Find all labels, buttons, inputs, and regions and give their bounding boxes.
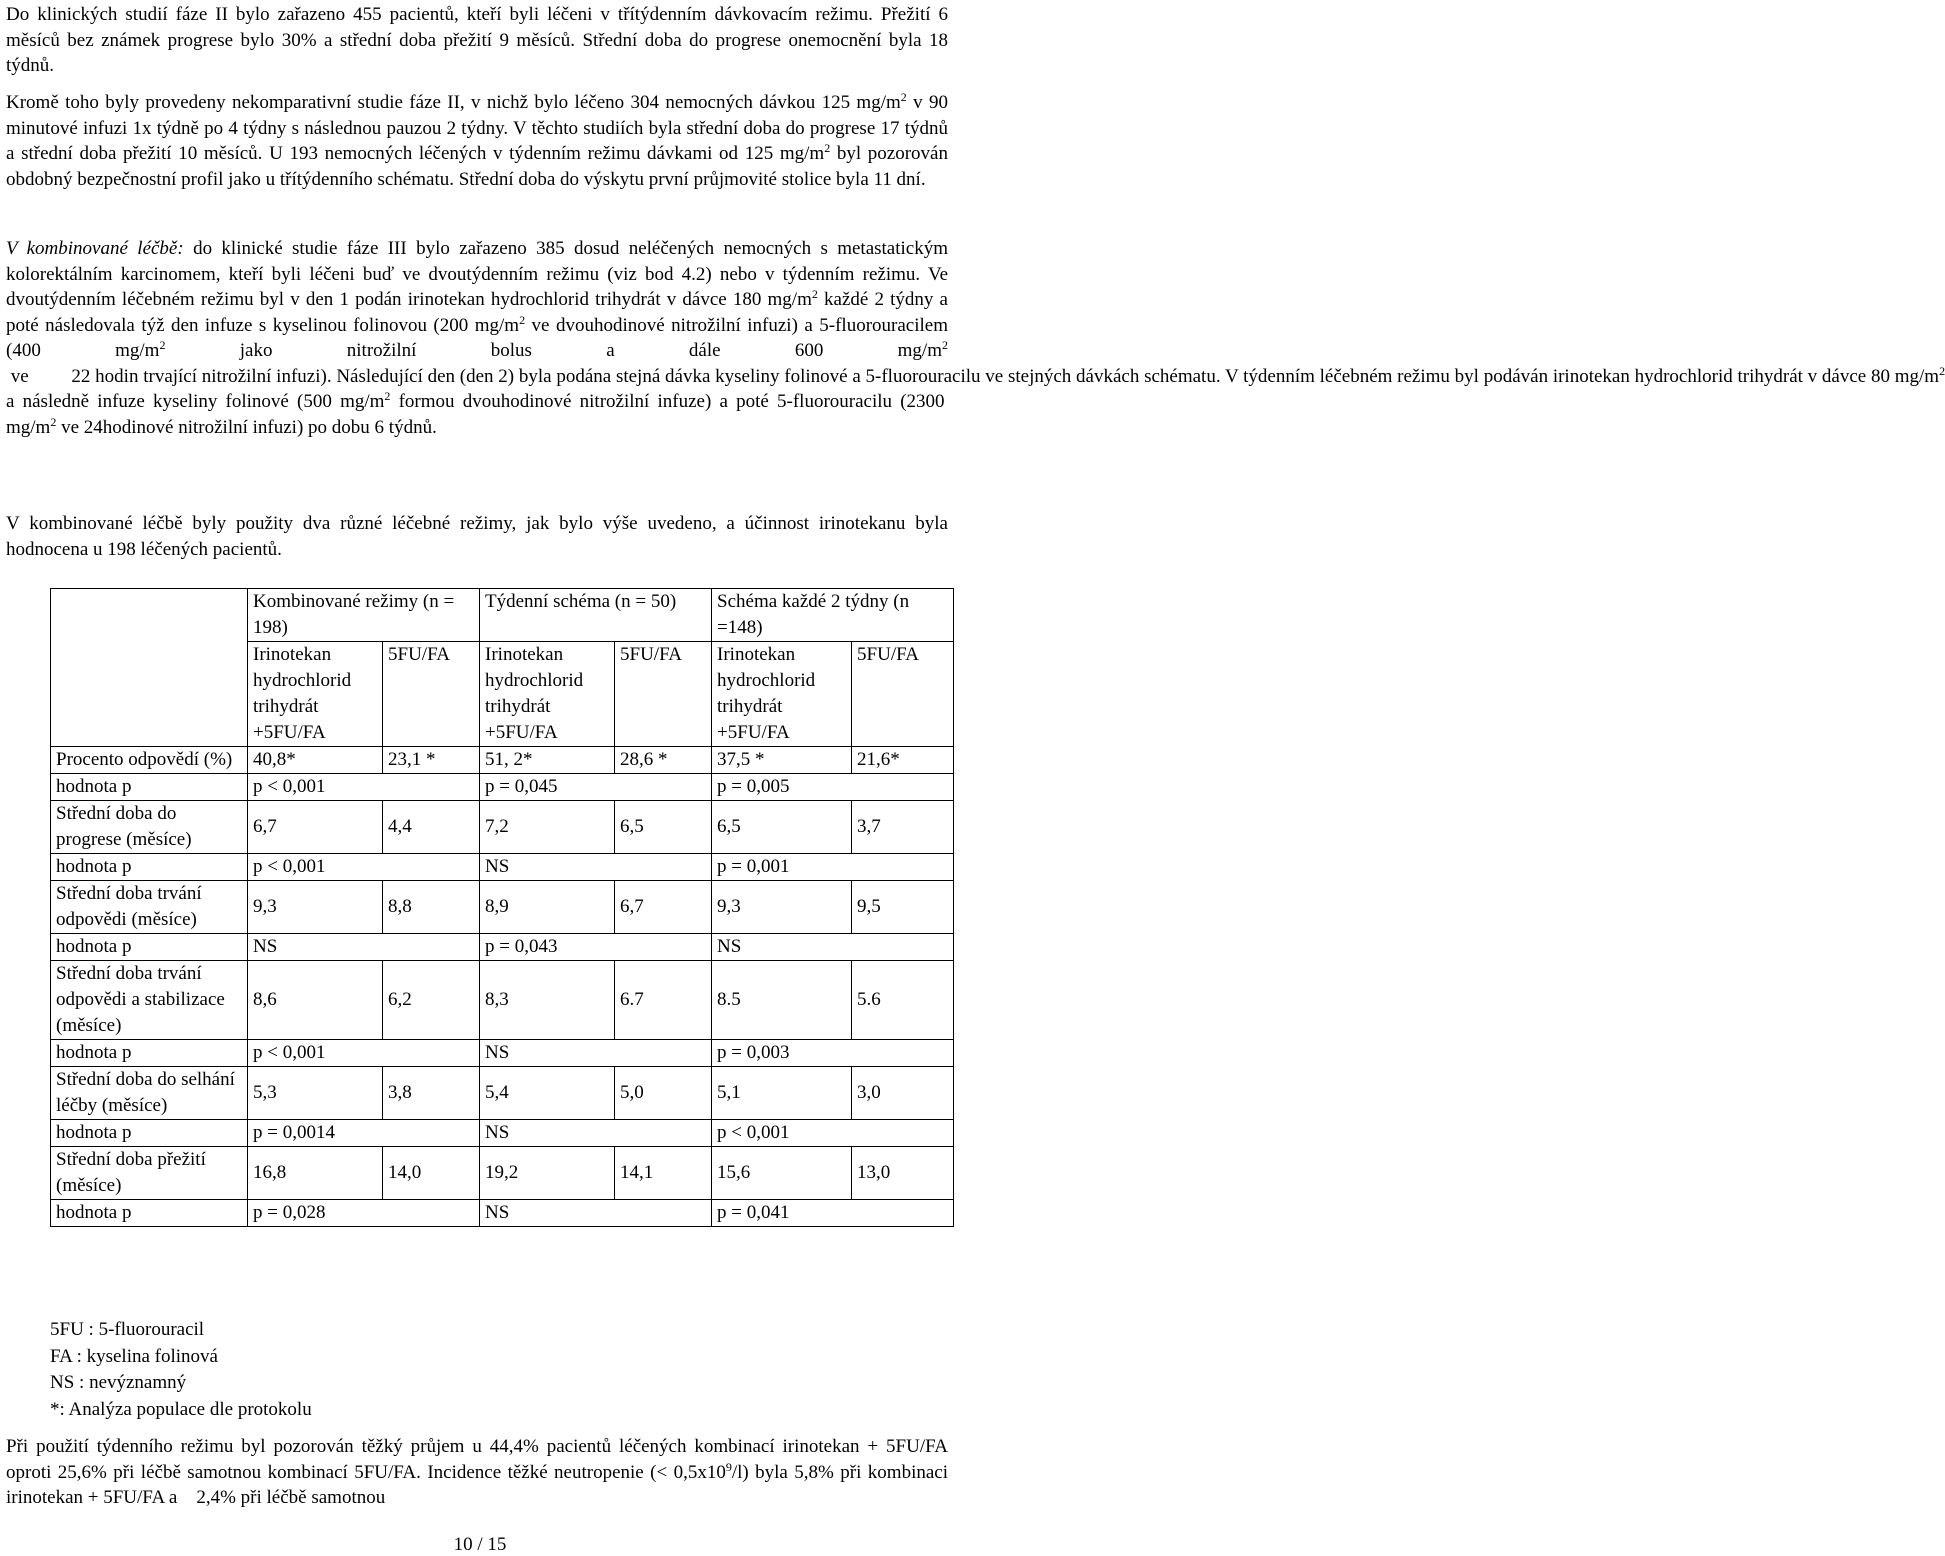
table-cell: 19,2 — [480, 1147, 615, 1200]
footnote: NS : nevýznamný — [50, 1372, 187, 1393]
row-label: Střední doba do progrese (měsíce) — [51, 801, 248, 854]
table-cell: 7,2 — [480, 801, 615, 854]
text-run: každé 2 týdny a poté následovala týž den infuze s kyselinou folinovou (200 mg/m — [6, 289, 948, 336]
table-row — [51, 747, 954, 774]
row-label: hodnota p — [51, 1200, 248, 1227]
p-value-cell: p < 0,001 — [248, 1040, 480, 1067]
superscript: 2 — [384, 389, 391, 403]
paragraph-phase2-intro: Do klinických studií fáze II bylo zařazeno 455 pacientů, kteří byli léčeni v třítýdenním dávkovacím režimu. Přežití 6 měsíců bez známek progrese bylo 30% a střední doba přežití 9 měsíců. Střední doba do progrese onemocnění byla 18 týdnů. — [6, 4, 948, 76]
text-run: jako nitrožilní bolus a dále 600 mg/m — [165, 340, 942, 361]
table-cell: 6,5 — [712, 801, 852, 854]
text-run: ve dvouhodinové nitrožilní infuzi) a 5-fluorouracilem (400 mg/m — [6, 314, 948, 361]
superscript: 2 — [50, 414, 57, 429]
text-run: formou dvouhodinové nitrožilní infuze) a poté 5-fluorouracilu (2300 mg/m — [6, 391, 945, 438]
table-cell: 15,6 — [712, 1147, 852, 1200]
superscript: 2 — [942, 338, 948, 352]
footnote: *: Analýza populace dle protokolu — [50, 1398, 312, 1420]
text-run: /l) byla 5,8% při kombinaci irinotekan + 5FU/FA a 2,4% při léčbě samotnou — [6, 1461, 953, 1508]
table-cell: 8,3 — [480, 961, 615, 1040]
table-row — [51, 1067, 954, 1120]
table-cell: 21,6* — [852, 747, 954, 774]
table-cell: 3,7 — [852, 801, 954, 854]
column-header: Irinotekan hydrochlorid trihydrát +5FU/FA — [248, 642, 383, 747]
text-run: ve 24hodinové nitrožilní infuzi) po dobu 6 týdnů. — [56, 416, 437, 438]
table-corner-cell — [51, 589, 248, 747]
table-cell: 6,7 — [248, 801, 383, 854]
p-value-cell: NS — [480, 1120, 712, 1147]
row-label: hodnota p — [51, 1120, 248, 1147]
table-cell: 40,8* — [248, 747, 383, 774]
table-cell: 51, 2* — [480, 747, 615, 774]
footnote: 5FU : 5-fluorouracil — [50, 1319, 205, 1340]
p-value-row — [51, 934, 954, 961]
table-cell: 5.6 — [852, 961, 954, 1040]
table-cell: 9,3 — [248, 881, 383, 934]
table-cell: 14,0 — [383, 1147, 480, 1200]
table-cell: 23,1 * — [383, 747, 480, 774]
column-header: Irinotekan hydrochlorid trihydrát +5FU/FA — [712, 642, 852, 747]
table-row — [51, 801, 954, 854]
table-footnotes — [50, 1317, 312, 1423]
superscript: 2 — [811, 287, 818, 301]
table-cell: 5,0 — [615, 1067, 712, 1120]
table-cell: 5,1 — [712, 1067, 852, 1120]
table-cell: 9,3 — [712, 881, 852, 934]
page-number: 10 / 15 — [453, 1534, 507, 1555]
p-value-cell: p = 0,003 — [712, 1040, 954, 1067]
row-label: Procento odpovědí (%) — [51, 747, 248, 774]
column-group-header: Schéma každé 2 týdny (n =148) — [712, 589, 954, 642]
column-group-header: Kombinované režimy (n = 198) — [248, 589, 480, 642]
table-cell: 9,5 — [852, 881, 954, 934]
paragraph-two-regimens: V kombinované léčbě byly použity dva různé léčebné režimy, jak bylo výše uvedeno, a účinnost irinotekanu byla hodnocena u 198 léčených pacientů. — [6, 513, 948, 560]
p-value-row — [51, 1040, 954, 1067]
superscript: 9 — [725, 1459, 732, 1474]
paragraph-noncomparative-studies — [6, 90, 948, 192]
p-value-row — [51, 774, 954, 801]
row-label: Střední doba trvání odpovědi (měsíce) — [51, 881, 248, 934]
row-label: hodnota p — [51, 1040, 248, 1067]
superscript: 2 — [1939, 363, 1945, 378]
table-row — [51, 1147, 954, 1200]
table-cell: 37,5 * — [712, 747, 852, 774]
table-cell: 4,4 — [383, 801, 480, 854]
efficacy-results-table — [50, 588, 954, 1227]
table-cell: 3,0 — [852, 1067, 954, 1120]
table-cell: 16,8 — [248, 1147, 383, 1200]
p-value-cell: NS — [480, 1200, 712, 1227]
table-row — [51, 961, 954, 1040]
paragraph-diarrhea-neutropenia — [6, 1434, 953, 1511]
text-run: a následně infuze kyseliny folinové (500 mg/m — [6, 391, 385, 412]
superscript: 2 — [519, 312, 526, 327]
p-value-cell: NS — [480, 1040, 712, 1067]
table-cell: 8.5 — [712, 961, 852, 1040]
p-value-cell: p < 0,001 — [248, 774, 480, 801]
superscript: 2 — [159, 338, 166, 352]
row-label: hodnota p — [51, 934, 248, 961]
row-label: Střední doba přežití (měsíce) — [51, 1147, 248, 1200]
paragraph-combination-therapy — [6, 236, 1945, 440]
table-row — [51, 881, 954, 934]
table-header-row — [51, 589, 954, 642]
text-run: do klinické studie fáze III bylo zařazeno 385 dosud neléčených nemocných s metastatickým kolorektálním karcinomem, kteří byli léčeni buď ve dvoutýdenním režimu (viz bod 4.2) nebo v týdenním režimu. Ve dvoutýdenním léčebném režimu byl v den 1 podán irinotekan hydrochlorid trihydrát v dávce 180 mg/m — [6, 238, 949, 310]
table-cell: 14,1 — [615, 1147, 712, 1200]
table-cell: 6,7 — [615, 881, 712, 934]
p-value-cell: p = 0,0014 — [248, 1120, 480, 1147]
p-value-cell: p < 0,001 — [712, 1120, 954, 1147]
text-run: ve 22 hodin trvající nitrožilní infuzi). Následující den (den 2) byla podána stejná dávka kyseliny folinové a 5-fluorouracilu ve stejných dávkách schématu. V týdenním léčebném režimu byl podáván irinotekan hydrochlorid trihydrát v dávce 80 mg/m — [6, 365, 1940, 387]
superscript: 2 — [900, 90, 907, 104]
table-cell: 6,5 — [615, 801, 712, 854]
section-label: V kombinované léčbě: — [6, 238, 184, 259]
p-value-cell: p = 0,001 — [712, 854, 954, 881]
table-cell: 6.7 — [615, 961, 712, 1040]
table-cell: 6,2 — [383, 961, 480, 1040]
row-label: hodnota p — [51, 774, 248, 801]
row-label: Střední doba do selhání léčby (měsíce) — [51, 1067, 248, 1120]
p-value-cell: p = 0,005 — [712, 774, 954, 801]
p-value-cell: p = 0,041 — [712, 1200, 954, 1227]
column-header: 5FU/FA — [383, 642, 480, 747]
table-cell: 8,9 — [480, 881, 615, 934]
superscript: 2 — [824, 141, 831, 155]
p-value-cell: NS — [248, 934, 480, 961]
row-label: hodnota p — [51, 854, 248, 881]
p-value-cell: p = 0,045 — [480, 774, 712, 801]
p-value-cell: NS — [712, 934, 954, 961]
p-value-cell: p < 0,001 — [248, 854, 480, 881]
table-cell: 5,4 — [480, 1067, 615, 1120]
column-header: 5FU/FA — [615, 642, 712, 747]
p-value-cell: p = 0,043 — [480, 934, 712, 961]
text-run: Při použití týdenního režimu byl pozorován těžký průjem u 44,4% pacientů léčených kombinací irinotekan + 5FU/FA oproti 25,6% při léčbě samotnou kombinací 5FU/FA. Incidence těžké neutropenie (< 0,5x10 — [6, 1436, 948, 1483]
row-label: Střední doba trvání odpovědi a stabilizace (měsíce) — [51, 961, 248, 1040]
table-cell: 8,8 — [383, 881, 480, 934]
table-cell: 8,6 — [248, 961, 383, 1040]
table-cell: 5,3 — [248, 1067, 383, 1120]
p-value-cell: p = 0,028 — [248, 1200, 480, 1227]
text-run: byl pozorován obdobný bezpečnostní profil jako u třítýdenního schématu. Střední doba do výskytu první průjmovité stolice byla 11 dní. — [6, 143, 948, 190]
p-value-row — [51, 854, 954, 881]
column-group-header: Týdenní schéma (n = 50) — [480, 589, 712, 642]
p-value-row — [51, 1120, 954, 1147]
table-cell: 13,0 — [852, 1147, 954, 1200]
text-run: v 90 minutové infuzi 1x týdně po 4 týdny s následnou pauzou 2 týdny. V těchto studiích byla střední doba do progrese 17 týdnů a střední doba přežití 10 měsíců. U 193 nemocných léčených v týdenním režimu dávkami od 125 mg/m — [6, 92, 948, 164]
table-cell: 3,8 — [383, 1067, 480, 1120]
table-cell: 28,6 * — [615, 747, 712, 774]
text-run: Kromě toho byly provedeny nekomparativní studie fáze II, v nichž bylo léčeno 304 nemocných dávkou 125 mg/m — [6, 92, 901, 113]
column-header: Irinotekan hydrochlorid trihydrát +5FU/FA — [480, 642, 615, 747]
column-header: 5FU/FA — [852, 642, 954, 747]
p-value-row — [51, 1200, 954, 1227]
footnote: FA : kyselina folinová — [50, 1345, 218, 1367]
p-value-cell: NS — [480, 854, 712, 881]
